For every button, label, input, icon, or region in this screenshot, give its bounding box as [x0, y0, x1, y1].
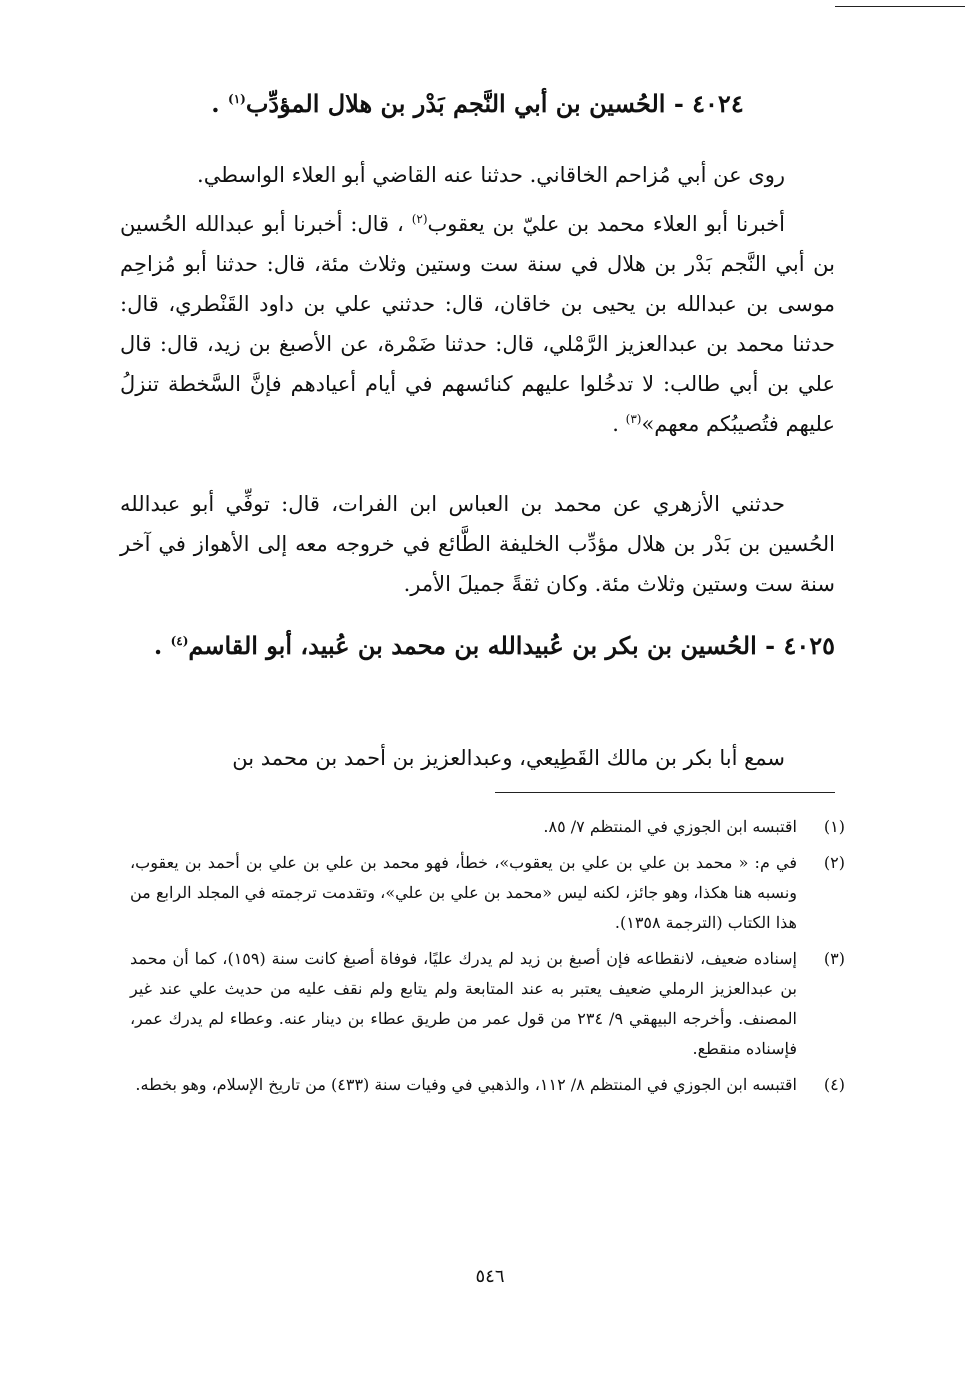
footnote: [130, 944, 845, 1064]
paragraph: روى عن أبي مُزاحم الخاقاني. حدثنا عنه القاضي أبو العلاء الواسطي.: [197, 163, 785, 187]
footnote-number: (٤): [823, 1075, 845, 1094]
paragraph-text: أخبرنا أبو العلاء محمد بن عليّ بن يعقوب: [427, 212, 786, 236]
footnote-divider: [495, 792, 835, 793]
top-rule: [835, 6, 965, 7]
entry-title: ٤٠٢٥ - الحُسين بن بكر بن عُبيدالله بن محمد بن عُبيد، أبو القاسم: [188, 631, 835, 660]
footnote-ref: (٤): [170, 634, 189, 648]
footnote-number: (٣): [823, 949, 845, 968]
footnote-text: اقتبسه ابن الجوزي في المنتظم ٧/ ٨٥.: [543, 817, 797, 836]
paragraph: [120, 204, 835, 444]
footnote-number: (١): [823, 817, 845, 836]
footnote-ref: (٢): [411, 212, 428, 226]
paragraph-text: ، قال: أخبرنا أبو عبدالله الحُسين بن أبي النَّجم بَدْر بن هلال في سنة ست وستين وثلاث مئة، قال: حدثنا أبو مُزاحِم موسى بن عبدالله بن يحيى بن خاقان، قال: حدثني علي بن داود القَنْطري، قال: حدثنا محمد بن عبدالعزيز الرَّمْلي، قال: حدثنا ضَمْرة، عن الأصبغ بن زيد، قال: قال علي بن أبي طالب: لا تدخُلوا عليهم كنائسهم في أيام أعيادهم فإنَّ السَّخطة تنزلُ عليهم فتُصيبُكم معهم»: [120, 212, 835, 436]
paragraph: سمع أبا بكر بن مالك القَطِيعي، وعبدالعزيز بن أحمد بن محمد بن: [232, 746, 785, 770]
page-number: ٥٤٦: [475, 1266, 505, 1287]
footnote-text: إسناده ضعيف، لانقطاعه فإن أصبغ بن زيد لم يدرك عليًا، فوفاة أصبغ كانت سنة (١٥٩)، كما أن محمد بن عبدالعزيز الرملي ضعيف يعتبر به عند المتابعة ولم يتابع ولم نقف عليه من حديث علي عند غير المصنف. وأخرجه البيهقي ٩/ ٢٣٤ من قول عمر من طريق عطاء بن دينار عنه. وعطاء لم يدرك عمر، فإسناده منقطع.: [130, 949, 798, 1058]
heading-tail: .: [153, 631, 171, 660]
footnote: [130, 812, 845, 842]
entry-title: ٤٠٢٤ - الحُسين بن أبي النَّجم بَدْر بن هلال المؤدِّب: [245, 89, 744, 118]
heading-tail: .: [211, 89, 228, 118]
entry-heading-4024: [120, 82, 835, 126]
footnote-text: اقتبسه ابن الجوزي في المنتظم ٨/ ١١٢، والذهبي في وفيات سنة (٤٣٣) من تاريخ الإسلام، وهو بخطه.: [135, 1075, 797, 1094]
footnote-ref: (٣): [625, 412, 642, 426]
footnote: [130, 848, 845, 938]
footnote-number: (٢): [823, 853, 845, 872]
footnote: [130, 1070, 845, 1100]
footnotes: [130, 812, 845, 1106]
paragraph: حدثني الأزهري عن محمد بن العباس ابن الفرات، قال: توفِّي أبو عبدالله الحُسين بن بَدْر بن هلال مؤدِّب الخليفة الطَّائع في خروجه معه إلى الأهواز في آخر سنة ست وستين وثلاث مئة. وكان ثقةً جميلَ الأمر.: [120, 492, 835, 596]
footnote-text: في م: « محمد بن علي بن علي بن يعقوب»، خطأ، فهو محمد بن علي بن علي بن أحمد بن يعقوب، ونسبه هنا هكذا، وهو جائز، لكنه ليس «محمد بن علي بن علي»، وتقدمت ترجمته في المجلد الرابع من هذا الكتاب (الترجمة ١٣٥٨).: [130, 853, 797, 932]
footnote-ref: (١): [228, 92, 246, 106]
paragraph-tail: .: [612, 412, 626, 436]
entry-heading-4025: [120, 620, 835, 672]
